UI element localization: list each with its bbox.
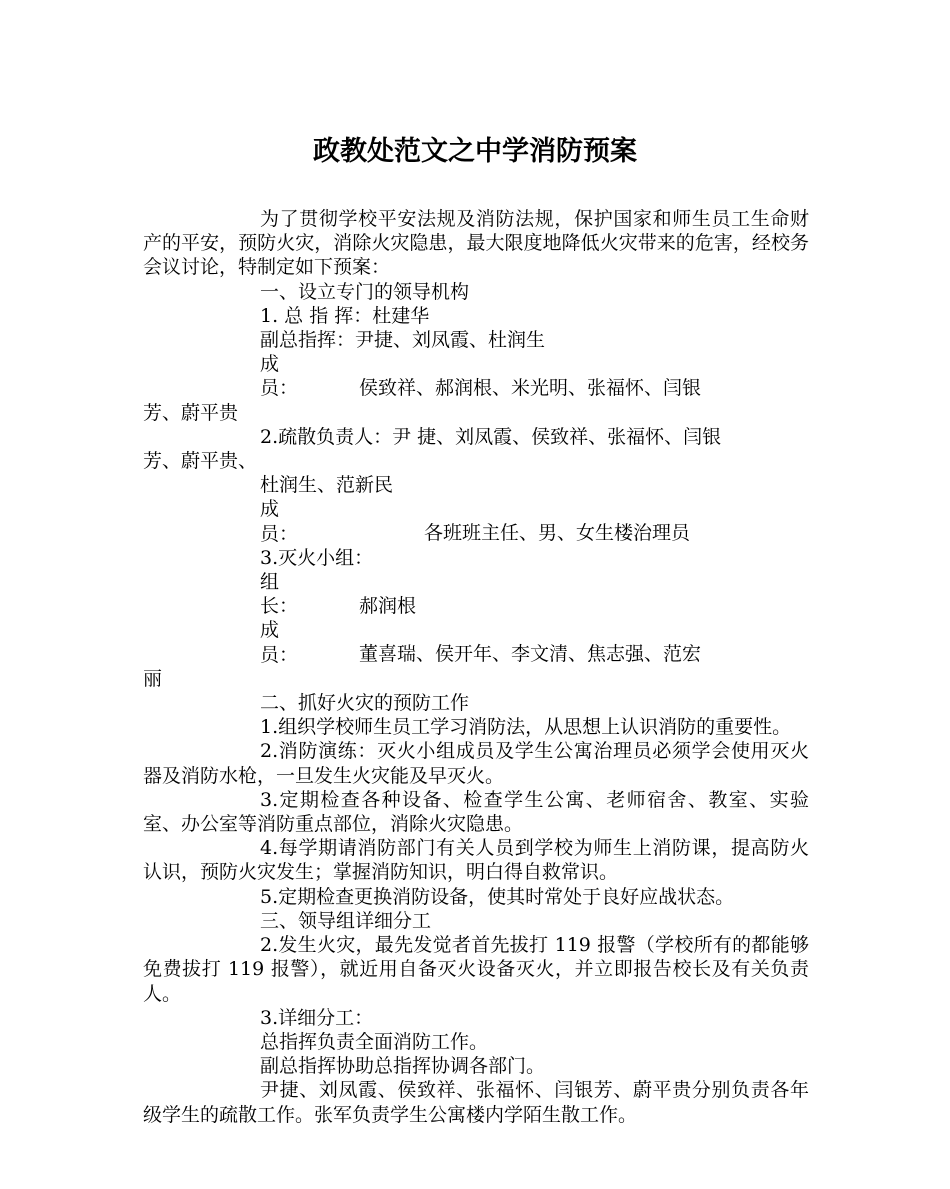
duty-item: 尹捷、刘凤霞、侯致祥、张福怀、闫银芳、蔚平贵分别负责各年级学生的疏散工作。张军负责学生公寓楼内学陌生散工作。 xyxy=(143,1079,809,1126)
vice-commander-line: 副总指挥：尹捷、刘凤霞、杜润生 xyxy=(260,329,546,352)
prevention-item: 2.消防演练：灭火小组成员及学生公寓治理员必须学会使用灭火器及消防水枪，一旦发生火灾能及早灭火。 xyxy=(143,740,809,787)
evacuation-line: 2.疏散负责人：尹 捷、刘凤霞、侯致祥、张福怀、闫银 xyxy=(260,425,722,448)
leader-line xyxy=(143,570,809,618)
members-label-first: 成 xyxy=(260,619,280,642)
members-line-2 xyxy=(143,497,809,545)
leader-name: 郝润根 xyxy=(359,595,417,618)
prevention-item: 1.组织学校师生员工学习消防法，从思想上认识消防的重要性。 xyxy=(260,716,792,739)
prevention-item: 5.定期检查更换消防设备，使其时常处于良好应战状态。 xyxy=(260,885,735,908)
members-line-1 xyxy=(143,352,809,400)
section3-heading: 三、领导组详细分工 xyxy=(260,909,432,932)
members-label-first: 成 xyxy=(260,353,280,376)
duty-item: 总指挥负责全面消防工作。 xyxy=(260,1030,489,1053)
prevention-item: 3.定期检查各种设备、检查学生公寓、老师宿舍、教室、实验室、办公室等消防重点部位，消除火灾隐患。 xyxy=(143,788,809,836)
prevention-item: 4.每学期请消防部门有关人员到学校为师生上消防课，提高防火认识，预防火灾发生；掌握消防知识，明白得自救常识。 xyxy=(143,837,809,884)
evacuation-line-continued: 芳、蔚平贵、 xyxy=(143,450,258,473)
document-body xyxy=(143,207,809,1127)
fire-team-heading: 3.灭火小组： xyxy=(260,546,374,569)
members-names: 董喜瑞、侯开年、李文清、焦志强、范宏 xyxy=(359,643,702,666)
document-title: 政教处范文之中学消防预案 xyxy=(313,136,637,167)
members-names-continued: 丽 xyxy=(143,667,163,690)
members-label-first: 成 xyxy=(260,498,280,521)
evacuation-line-extra: 杜润生、范新民 xyxy=(260,474,394,497)
members-names-continued: 芳、蔚平贵 xyxy=(143,401,239,424)
members-label-last: 员： xyxy=(260,377,299,400)
section1-heading: 一、设立专门的领导机构 xyxy=(260,280,470,303)
members-names: 各班班主任、男、女生楼治理员 xyxy=(424,522,691,545)
members-label-last: 员： xyxy=(260,522,299,545)
intro-paragraph: 为了贯彻学校平安法规及消防法规，保护国家和师生员工生命财产的平安，预防火灾，消除火灾隐患，最大限度地降低火灾带来的危害，经校务会议讨论，特制定如下预案： xyxy=(143,208,809,279)
section2-heading: 二、抓好火灾的预防工作 xyxy=(260,692,470,715)
leader-label-last: 长： xyxy=(260,595,299,618)
members-line-3 xyxy=(143,618,809,666)
duty-item: 2.发生火灾，最先发觉者首先拔打 119 报警（学校所有的都能够免费拔打 119 报警），就近用自备灭火设备灭火，并立即报告校长及有关负责人。 xyxy=(143,934,809,1005)
leader-label-first: 组 xyxy=(260,571,280,594)
duty-item: 副总指挥协助总指挥协调各部门。 xyxy=(260,1055,546,1078)
commander-line: 1. 总 指 挥：杜建华 xyxy=(260,304,430,327)
members-label-last: 员： xyxy=(260,643,299,666)
members-names: 侯致祥、郝润根、米光明、张福怀、闫银 xyxy=(359,377,702,400)
duty-item: 3.详细分工： xyxy=(260,1006,374,1029)
